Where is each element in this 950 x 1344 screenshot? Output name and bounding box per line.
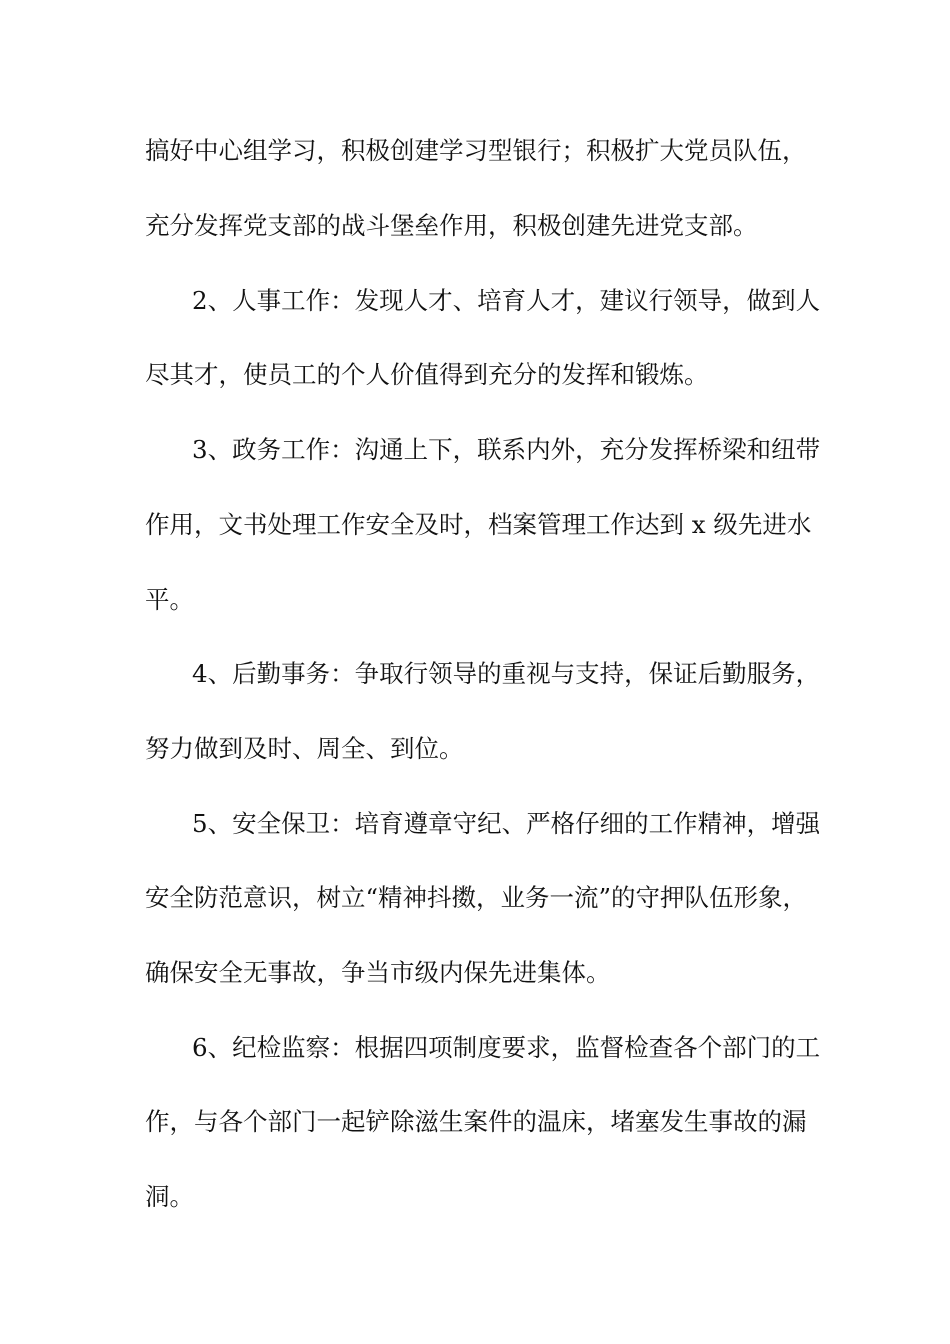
paragraph-2-line-2: 尽其才，使员工的个人价值得到充分的发挥和锻炼。 <box>145 360 709 389</box>
paragraph-6-line-3: 洞。 <box>145 1182 194 1211</box>
paragraph-6-line-2: 作，与各个部门一起铲除滋生案件的温床，堵塞发生事故的漏 <box>145 1107 807 1136</box>
paragraph-4-line-1: 4、后勤事务：争取行领导的重视与支持，保证后勤服务， <box>192 659 821 688</box>
paragraph-5-line-1: 5、安全保卫：培育遵章守纪、严格仔细的工作精神，增强 <box>192 809 821 838</box>
paragraph-3-line-2: 作用，文书处理工作安全及时，档案管理工作达到 x 级先进水 <box>145 510 812 539</box>
paragraph-5-line-2: 安全防范意识，树立“精神抖擞，业务一流”的守押队伍形象， <box>145 883 808 912</box>
paragraph-6-line-1: 6、纪检监察：根据四项制度要求，监督检查各个部门的工 <box>192 1033 821 1062</box>
paragraph-1-line-1: 搞好中心组学习，积极创建学习型银行；积极扩大党员队伍， <box>145 136 807 165</box>
paragraph-3-line-1: 3、政务工作：沟通上下，联系内外，充分发挥桥梁和纽带 <box>192 435 821 464</box>
paragraph-5-line-3: 确保安全无事故，争当市级内保先进集体。 <box>145 958 611 987</box>
paragraph-4-line-2: 努力做到及时、周全、到位。 <box>145 734 464 763</box>
paragraph-2-line-1: 2、人事工作：发现人才、培育人才，建议行领导，做到人 <box>192 286 821 315</box>
paragraph-1-line-2: 充分发挥党支部的战斗堡垒作用，积极创建先进党支部。 <box>145 211 758 240</box>
paragraph-3-line-3: 平。 <box>145 585 194 614</box>
